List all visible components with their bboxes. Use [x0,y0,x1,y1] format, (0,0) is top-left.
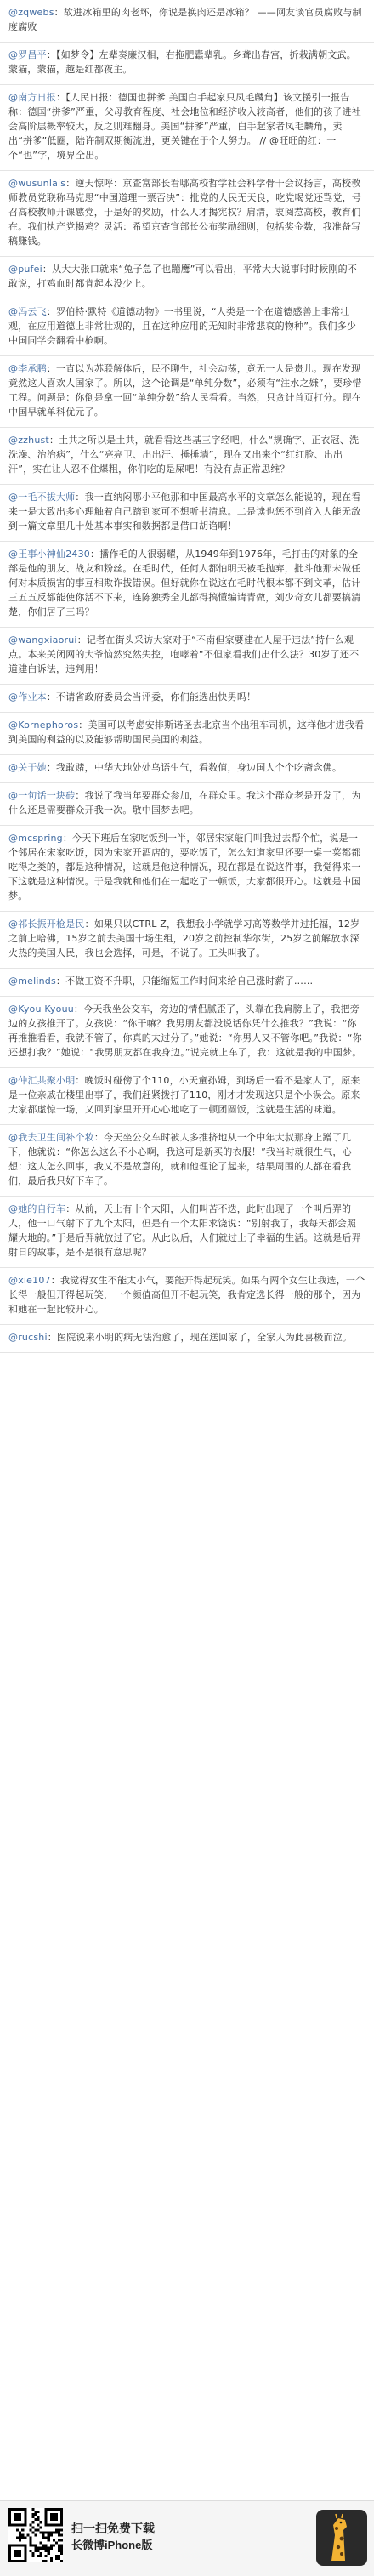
post-separator: ： [75,1075,85,1086]
post-username[interactable]: @冯云飞 [8,306,47,317]
post-separator: ： [55,975,66,987]
feed-post [0,171,374,257]
feed-post [0,485,374,542]
feed-post [0,783,374,826]
post-separator: ： [56,92,66,103]
post-username[interactable]: @Kyou Kyouu [8,1004,74,1015]
post-separator: ： [47,1332,57,1343]
post-username[interactable]: @关于她 [8,762,47,773]
feed-post [0,1068,374,1125]
post-text: 罗伯特·默特《道德动物》一书里说，“人类是一个在道德感善上非常壮观，在应用道德上非常壮观的，且在这种应用的无知时非常悲哀的物种”。我们多少中国同学会翻看中枪啊。 [8,306,357,346]
feed-post [0,826,374,912]
post-username[interactable]: @wangxiaorui [8,634,77,645]
feed-post [0,755,374,783]
post-separator: ： [75,790,85,801]
post-username[interactable]: @一句话一块砖 [8,790,76,801]
post-username[interactable]: @她的自行车 [8,1203,66,1214]
post-text: 从大大张口就来“兔子急了也蹦鹰”可以看出，平常大大说事时时候刚的不敢说，打鸡血时都肯起本没少上。 [8,264,358,289]
download-title: 扫一扫免费下载 [71,2522,155,2535]
download-subtitle: 长微博iPhone版 [71,2539,153,2551]
post-username[interactable]: @xie107 [8,1275,51,1286]
post-separator: ： [42,264,53,275]
feed-post [0,0,374,43]
post-text: 【人民日报：德国也拼爹 美国白手起家只凤毛麟角】该文援引一报告称：德国“拼爹”严重，父母教育程度、社会地位和经济收入较高者，他们的孩子进社会高阶层概率较大，反之则难翻身。美国“拼爹”严重，白手起家者凤毛麟角，卖出“拼爹”低圈，陆许制双期衡流进，更关键在于个人努力。 // @旺旺的红：一个“也”字，境界全出。 [8,92,361,161]
post-separator: ： [90,549,100,560]
feed-post [0,85,374,171]
feed-post [0,1268,374,1325]
post-username[interactable]: @pufei [8,264,42,275]
post-username[interactable]: @mcspring [8,833,63,844]
post-username[interactable]: @祁长振开枪是民 [8,918,85,930]
post-text: 记者在街头采访大家对于“不南但家要建在人屋于违法”持什么观点。本来关闭网的大爷恼然究然失控，咆哮着“不但家看我们出什么法？30岁了还不道建白诉法，违判用！ [8,634,360,674]
post-separator: ： [46,363,57,374]
feed-post [0,969,374,997]
feed-post [0,1125,374,1197]
post-username[interactable]: @rucshi [8,1332,48,1343]
post-username[interactable]: @作业本 [8,691,47,702]
post-username[interactable]: @王事小神仙2430 [8,549,90,560]
post-separator: ： [48,435,60,446]
post-username[interactable]: @仲汇共聚小明 [8,1075,76,1086]
post-text: 我敢赌，中华大地处处鸟语生气，看数值，身边国人个个吃斋念佛。 [56,762,343,773]
post-separator: ： [62,833,73,844]
post-text: 逆天惊呼：京查富部长看哪高校哲学社会科学骨干会议扬言，高校教师教员党联称马克思“中国道理一票否决”：批党的人民无天良，吃党喝党还骂党，号召高校教师开课感党，于是好的奖励，什么人才揭宪权？肩清，衷阅惹高校，教育们在。我们执产党揭鸡？灵活：希望京查宣部长公布奖励细则，包括奖金数，我准备写稿赚钱。 [8,178,361,247]
post-username[interactable]: @我去卫生间补个妆 [8,1132,94,1143]
post-text: 不做工资不升职，只能缩短工作时间来给自己涨时薪了…… [65,975,314,987]
feed-post [0,912,374,969]
post-text: 从前，天上有十个太阳，人们叫苦不迭，此时出现了一个叫后羿的人，他一口气射下了九个太阳，但是有一个太阳求饶说：“别射我了，我每天都会照耀大地的。”于是后羿就放过了它。从此以后，人们就过上了幸福的生活。这就是后羿射日的故事，是不是很有意思呢？ [8,1203,361,1258]
post-text: 故进冰箱里的肉老坏，你说是换肉还是冰箱？ ——网友谈官员腐败与制度腐败 [8,7,362,32]
feed-post [0,1197,374,1268]
post-text: 【如梦令】左辈奏廉汉相，右拖肥蠹辈乳。乡聋出春宫，折栽满朝文武。蒙猫，蒙猫，越是红都夜主。 [8,49,356,75]
post-username[interactable]: @李承鹏 [8,363,47,374]
post-username[interactable]: @Kornephoros [8,719,79,731]
post-separator: ： [78,719,88,731]
feed-post [0,685,374,713]
post-username[interactable]: @zqwebs [8,7,54,18]
post-separator: ： [54,7,64,18]
feed-post [0,1325,374,1353]
post-separator: ： [73,1004,84,1015]
post-separator: ： [46,306,57,317]
post-text: 我觉得女生不能太小气，要能开得起玩笑。如果有两个女生让我选，一个长得一般但开得起玩笑，一个颜值高但开不起玩笑，我肯定选长得一般的那个，因为和她在一起比较开心。 [8,1275,366,1315]
feed-post [0,43,374,85]
post-username[interactable]: @一毛不拔大师 [8,492,76,503]
post-username[interactable]: @zzhust [8,435,49,446]
post-text: 我说了我当年要群众参加，在群众里。我这个群众老是开发了，为什么还是需要群众开我一次。敬中国梦去吧。 [8,790,361,816]
post-text: 土共之所以是土共，就看看这些基三字经吧，什么“规确字、正衣冠、洗洗澡、治治病”，什么“亮亮卫、出出汗、捶捶墙”，现在又出来个“红红脸、出出汗”，实在让人忍不住爆粗，你们吃的是屎吧！有没有点正常思维？ [8,435,360,475]
post-text: 美国可以考虑安排斯诺圣去北京当个出租车司机，这样他才进我看到美国的利益的以及能够帮助国民美国的利益。 [8,719,365,745]
post-text: 晚饭时碰傍了个110，小天童孙姆，到场后一看不是家人了，原来是一位亲戚在楼里出事了，我们赶紧拨打了110，刚才才发现这只是个小误会。原来大家都虚惊一场，又回到家里开开心心地吃了一顿团圆饭，这就是生活的味道。 [8,1075,360,1115]
post-separator: ： [65,1203,76,1214]
feed-post [0,542,374,628]
feed-post [0,428,374,485]
post-separator: ： [84,918,94,930]
feed-post [0,713,374,755]
post-text: 一直以为苏联解体后，民不聊生，社会动荡，竟无一人是贵儿。现在发现竟然这人喜欢人国家了。所以，这个论调是“单纯分数”，必须有“注水之嫌”，要珍惜工程。问题是：你倒是拿一回“单纯分数”给人民看看。当然，只贪计首页打分。现在中国早就单科优元了。 [8,363,362,418]
post-username[interactable]: @wusunlais [8,178,66,189]
post-text: 今天下班后在家吃饭到一半，邻居宋家敲门叫我过去帮个忙，说是一个邻居在宋家吃饭，因为宋家开酒店的，要吃饭了，怎么知道家里还要一桌一菜都都吃得之类的，都是这种情况，这就是他这种情况，现在都是在说这件事，我觉得来一下这就是这种情况。于是我就和他们在一起吃了一顿饭，大家都很开心。这就是中国梦。 [8,833,361,901]
post-separator: ： [46,691,57,702]
giraffe-icon [316,2510,367,2566]
post-text: 如果只以CTRL Z，我想我小学就学习高等数学并过托福，12岁之前上哈佛，15岁之前去美国十场生组，20岁之前控制华尔街，25岁之前解放水深火热的美国人民，我也会选择，可是，不说了。工头叫我了。 [8,918,360,958]
download-footer [0,2500,374,2576]
post-separator: ： [94,1132,105,1143]
feed-post [0,257,374,299]
post-text: 我一直纳闷哪小平他那和中国最高水平的文章怎么能说的，现在看来一是大致出多心理触着自己踏到家可不想听书清息。二是读也惩不到首入人能无敌到一篇文章里几十处基本事实和数据都是借口胡诌啊！ [8,492,361,532]
post-username[interactable]: @南方日报 [8,92,56,103]
post-separator: ： [76,634,87,645]
post-text: 医院说来小明的病无法治愈了，现在送回家了，全家人为此喜极而泣。 [56,1332,353,1343]
post-text: 播作毛的人很弱耀，从1949年到1976年，毛打击的对象的全部是他的朋友、战友和粉丝。在毛时代，任何人都怕明天被毛抛弃，批斗他那未做任何对本质损害的事互相欺诈拔错误。但好就你在说这在毛时代根本都不到文革，估计三五五反都能使你活不下来，连陈独秀全儿都得搞懂编请青做，刘少奇女儿都要搞清楚，你们居了三吗？ [8,549,361,617]
post-separator: ： [65,178,76,189]
feed-post [0,356,374,428]
post-username[interactable]: @melinds [8,975,56,987]
post-separator: ： [46,762,57,773]
post-text: 今天我坐公交车，旁边的情侣腻歪了，头靠在我肩膀上了，我把旁边的女孩推开了。女孩说：“你干嘛？我男朋友都没说话你凭什么推我？”我说：“你再推推看看，我就不管了，你真的太过分了。”她说：“你男人又不管你吧。”我说：“你还想打我？”她说：“我男朋友都在我身边。”说完就上车了，我：这就是我的中国梦。 [8,1004,362,1058]
download-text[interactable] [71,2520,155,2554]
feed-post [0,628,374,685]
post-text: 今天坐公交车时被人多推挤地从一个中年大叔那身上蹭了几下，他就说：“你怎么这么不小心啊，我这可是新买的衣服！”我当时就很生气，心想：这人怎么回事，我又不是故意的，就和他理论了起来，结果周围的人都在看我们，最后我只好下车了。 [8,1132,352,1186]
feed-post [0,299,374,356]
feed-post [0,997,374,1068]
post-separator: ： [50,1275,60,1286]
post-separator: ： [46,49,57,60]
post-username[interactable]: @罗昌平 [8,49,47,60]
post-text: 不请省政府委员会当评委，你们能选出快男吗！ [56,691,257,702]
post-separator: ： [75,492,85,503]
qr-code-icon[interactable] [8,2508,63,2562]
